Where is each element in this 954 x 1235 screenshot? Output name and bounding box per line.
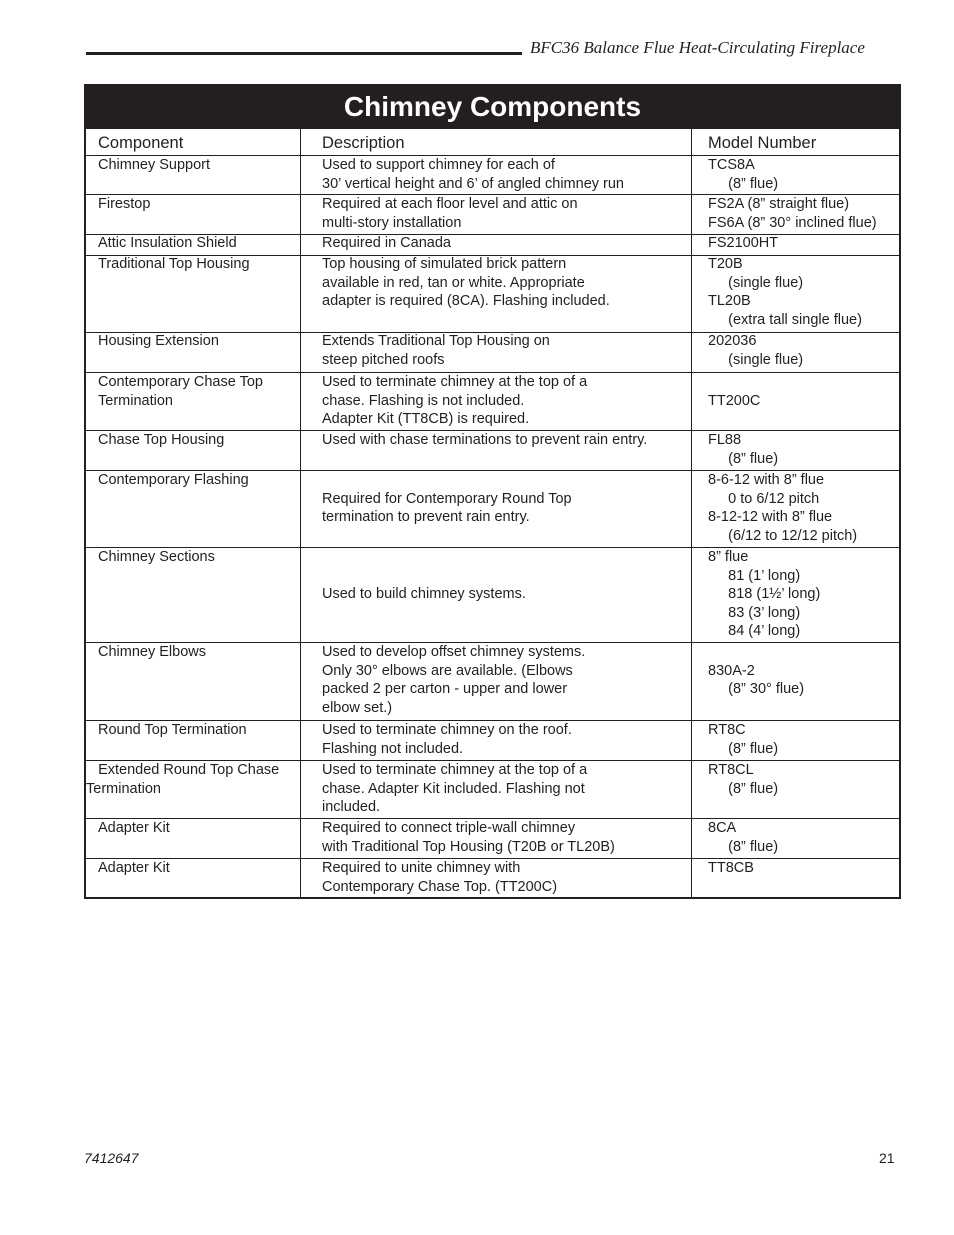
- cell-model: 830A-2 (8” 30° flue): [708, 662, 805, 698]
- cell-model: 8” flue 81 (1’ long) 818 (1½’ long) 83 (3’ long) 84 (4’ long): [708, 549, 821, 640]
- cell-description: Used to build chimney systems.: [322, 586, 526, 603]
- cell-description: Required to connect triple-wall chimney with Traditional Top Housing (T20B or TL20B): [322, 820, 615, 855]
- cell-description: Used with chase terminations to prevent rain entry.: [322, 432, 648, 448]
- cell-model: FS2A (8” straight flue) FS6A (8” 30° inclined flue): [708, 196, 877, 231]
- footer-doc-number: 7412647: [84, 1150, 139, 1166]
- cell-model: TT200C: [708, 392, 761, 409]
- cell-description: Used to terminate chimney on the roof. Flashing not included.: [322, 722, 572, 757]
- column-header-component: Component: [98, 134, 184, 152]
- cell-description: Extends Traditional Top Housing on steep pitched roofs: [322, 333, 550, 368]
- cell-description: Used to terminate chimney at the top of a chase. Flashing is not included. Adapter Kit (TT8CB) is required.: [322, 374, 588, 428]
- cell-component: Attic Insulation Shield: [98, 235, 237, 251]
- cell-description: Required in Canada: [322, 235, 451, 251]
- cell-component: Contemporary Flashing: [98, 472, 249, 488]
- cell-model: FL88 (8” flue): [708, 432, 779, 467]
- cell-component: Housing Extension: [98, 333, 219, 349]
- cell-component: Round Top Termination: [98, 722, 247, 738]
- cell-description: Required at each floor level and attic on multi-story installation: [322, 196, 578, 231]
- cell-component: Contemporary Chase Top Termination: [98, 374, 263, 409]
- cell-component: Extended Round Top Chase Termination: [86, 762, 280, 797]
- cell-component: Adapter Kit: [98, 820, 170, 836]
- page-header-title: BFC36 Balance Flue Heat-Circulating Fireplace: [530, 38, 865, 57]
- components-table: [84, 84, 901, 899]
- cell-model: 202036 (single flue): [708, 333, 804, 368]
- cell-model: 8-6-12 with 8” flue 0 to 6/12 pitch 8-12-12 with 8” flue (6/12 to 12/12 pitch): [708, 472, 858, 544]
- cell-description: Required to unite chimney with Contemporary Chase Top. (TT200C): [322, 860, 558, 895]
- cell-model: RT8CL (8” flue): [708, 762, 779, 797]
- column-header-description: Description: [322, 134, 405, 152]
- cell-component: Chase Top Housing: [98, 432, 225, 448]
- cell-component: Chimney Support: [98, 157, 211, 173]
- column-divider: [691, 129, 692, 897]
- cell-model: FS2100HT: [708, 235, 779, 251]
- table-title: Chimney Components: [343, 91, 642, 122]
- cell-component: Chimney Sections: [98, 549, 215, 565]
- column-divider: [300, 129, 301, 897]
- cell-component: Chimney Elbows: [98, 644, 206, 660]
- cell-model: RT8C (8” flue): [708, 722, 779, 757]
- cell-model: 8CA (8” flue): [708, 820, 779, 855]
- cell-description: Used to terminate chimney at the top of a chase. Adapter Kit included. Flashing not included.: [322, 762, 588, 816]
- cell-model: TCS8A (8” flue): [708, 157, 779, 192]
- header-rule: [86, 52, 522, 55]
- table-title-bar: [86, 86, 899, 129]
- cell-component: Adapter Kit: [98, 860, 170, 876]
- cell-description: Used to support chimney for each of 30’ vertical height and 6’ of angled chimney run: [322, 157, 625, 192]
- cell-description: Used to develop offset chimney systems. Only 30° elbows are available. (Elbows packed 2 per carton - upper and lower elbow set.): [322, 644, 586, 716]
- cell-description: Top housing of simulated brick pattern available in red, tan or white. Appropriate adapter is required (8CA). Flashing included.: [322, 256, 610, 310]
- footer-page-number: 21: [879, 1150, 895, 1166]
- cell-model: T20B (single flue) TL20B (extra tall single flue): [708, 256, 862, 328]
- cell-description: Required for Contemporary Round Top termination to prevent rain entry.: [322, 490, 572, 526]
- column-header-model: Model Number: [708, 134, 817, 152]
- cell-component: Traditional Top Housing: [98, 256, 250, 272]
- cell-component: Firestop: [98, 196, 151, 212]
- cell-model: TT8CB: [708, 860, 754, 876]
